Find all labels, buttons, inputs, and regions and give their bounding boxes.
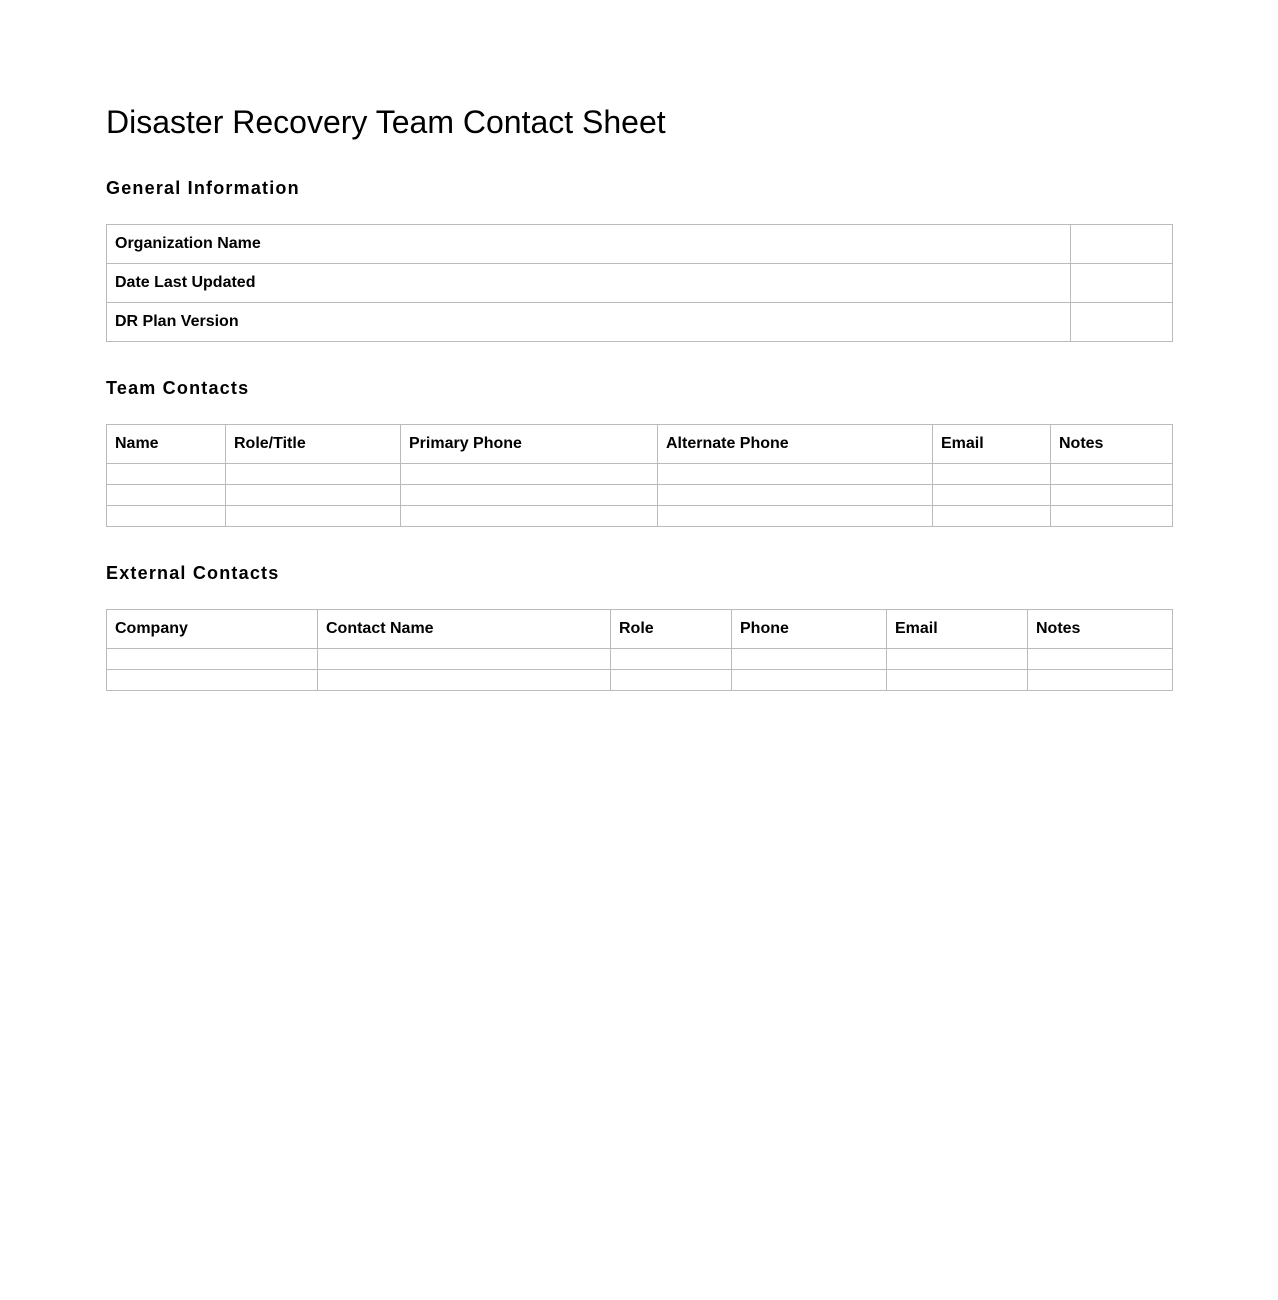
cell[interactable] (1051, 485, 1173, 506)
cell[interactable] (611, 649, 732, 670)
cell[interactable] (732, 670, 887, 691)
cell[interactable] (1028, 670, 1173, 691)
team-contacts-heading: Team Contacts (106, 378, 250, 398)
field-label: DR Plan Version (107, 303, 1071, 342)
external-contacts-heading: External Contacts (106, 563, 280, 583)
table-row (107, 649, 1173, 670)
table-row (107, 506, 1173, 527)
cell[interactable] (401, 464, 658, 485)
cell[interactable] (1051, 464, 1173, 485)
column-header: Role (611, 610, 732, 649)
general-info-table (106, 224, 1173, 342)
column-header: Notes (1028, 610, 1173, 649)
header-row (107, 610, 1173, 649)
cell[interactable] (401, 485, 658, 506)
field-value[interactable] (1071, 303, 1173, 342)
column-header: Contact Name (318, 610, 611, 649)
table-row (107, 225, 1173, 264)
column-header: Phone (732, 610, 887, 649)
field-label: Organization Name (107, 225, 1071, 264)
cell[interactable] (401, 506, 658, 527)
cell[interactable] (933, 464, 1051, 485)
column-header: Primary Phone (401, 425, 658, 464)
table-row (107, 303, 1173, 342)
column-header: Role/Title (226, 425, 401, 464)
external-contacts-table (106, 609, 1173, 691)
cell[interactable] (1028, 649, 1173, 670)
table-row (107, 670, 1173, 691)
field-label: Date Last Updated (107, 264, 1071, 303)
cell[interactable] (107, 485, 226, 506)
cell[interactable] (318, 670, 611, 691)
cell[interactable] (658, 464, 933, 485)
cell[interactable] (1051, 506, 1173, 527)
field-value[interactable] (1071, 225, 1173, 264)
table-row (107, 264, 1173, 303)
cell[interactable] (732, 649, 887, 670)
cell[interactable] (887, 649, 1028, 670)
header-row (107, 425, 1173, 464)
cell[interactable] (611, 670, 732, 691)
column-header: Alternate Phone (658, 425, 933, 464)
cell[interactable] (933, 485, 1051, 506)
table-row (107, 485, 1173, 506)
column-header: Email (887, 610, 1028, 649)
cell[interactable] (226, 506, 401, 527)
column-header: Name (107, 425, 226, 464)
column-header: Company (107, 610, 318, 649)
cell[interactable] (226, 485, 401, 506)
cell[interactable] (107, 506, 226, 527)
cell[interactable] (658, 506, 933, 527)
cell[interactable] (107, 670, 318, 691)
cell[interactable] (933, 506, 1051, 527)
cell[interactable] (107, 464, 226, 485)
column-header: Notes (1051, 425, 1173, 464)
cell[interactable] (318, 649, 611, 670)
cell[interactable] (226, 464, 401, 485)
cell[interactable] (107, 649, 318, 670)
page-title: Disaster Recovery Team Contact Sheet (106, 104, 666, 140)
team-contacts-table (106, 424, 1173, 527)
table-row (107, 464, 1173, 485)
general-info-heading: General Information (106, 178, 300, 198)
column-header: Email (933, 425, 1051, 464)
cell[interactable] (887, 670, 1028, 691)
field-value[interactable] (1071, 264, 1173, 303)
cell[interactable] (658, 485, 933, 506)
